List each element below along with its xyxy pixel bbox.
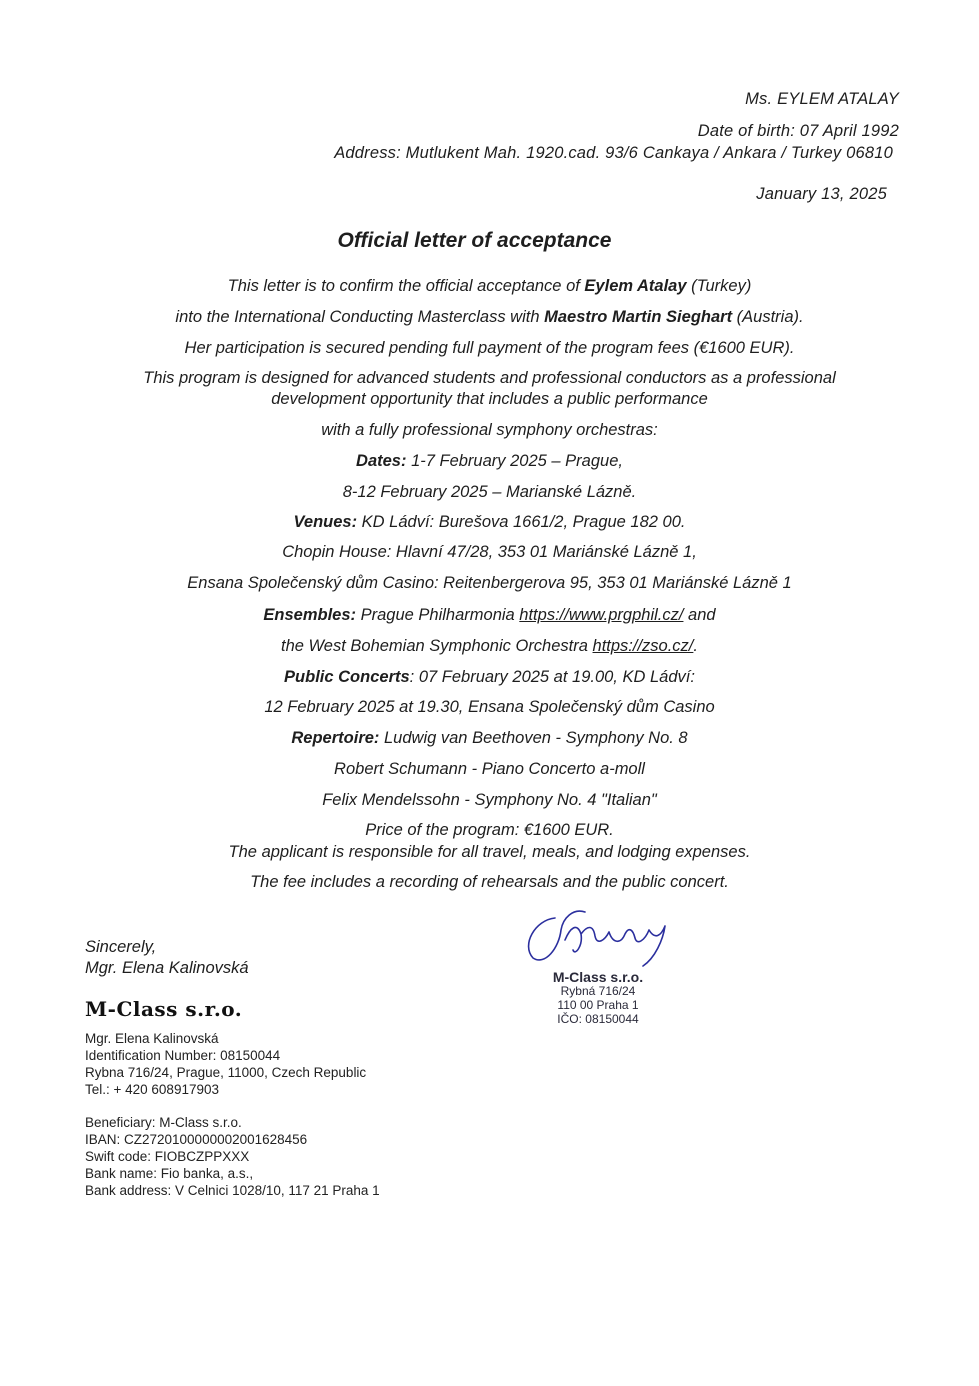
- dates-line-1: [0, 452, 979, 471]
- zso-link[interactable]: https://zso.cz/: [592, 637, 694, 655]
- venues-text: KD Ládví: Burešova 1661/2, Prague 182 00.: [357, 513, 686, 531]
- body-text: This letter is to confirm the official acceptance of: [227, 277, 585, 295]
- concerts-line-1: [0, 668, 979, 687]
- stamp-title: M-Class s.r.o.: [552, 969, 644, 985]
- repertoire-line-2: Robert Schumann - Piano Concerto a-moll: [334, 760, 645, 778]
- iban: IBAN: CZ2720100000002001628456: [85, 1132, 308, 1147]
- signature: [515, 900, 680, 975]
- bank-details: [85, 1114, 380, 1199]
- dates-line-2: 8-12 February 2025 – Marianské Lázně.: [342, 483, 637, 501]
- venues-line-2: Chopin House: Hlavní 47/28, 353 01 Mariánské Lázně 1,: [282, 543, 697, 561]
- letter-date: January 13, 2025: [756, 185, 887, 203]
- stamp-line: IČO: 08150044: [557, 1012, 639, 1026]
- ensembles-text: the West Bohemian Symphonic Orchestra: [281, 637, 593, 655]
- bank-name: Bank name: Fio banka, a.s.,: [85, 1166, 254, 1181]
- maestro-name: Maestro Martin Sieghart: [544, 308, 733, 326]
- company-address: Rybna 716/24, Prague, 11000, Czech Republic: [85, 1065, 367, 1080]
- ensembles-label: Ensembles:: [263, 606, 357, 624]
- swift-code: Swift code: FIOBCZPPXXX: [85, 1149, 250, 1164]
- sincerely: Sincerely,: [85, 938, 157, 956]
- ensembles-line-1: [0, 606, 979, 625]
- body-text: (Austria).: [732, 308, 804, 326]
- ensembles-text: Prague Philharmonia: [356, 606, 520, 624]
- stamp-line: 110 00 Praha 1: [557, 998, 639, 1012]
- body-line-5: development opportunity that includes a public performance: [271, 390, 708, 408]
- bank-address: Bank address: V Celnici 1028/10, 117 21 Praha 1: [85, 1183, 380, 1198]
- page-title: Official letter of acceptance: [337, 229, 612, 252]
- recipient-name: Ms. EYLEM ATALAY: [745, 90, 899, 108]
- body-line-6: with a fully professional symphony orchestras:: [321, 421, 658, 439]
- fee-line: The fee includes a recording of rehearsals and the public concert.: [250, 873, 729, 891]
- prgphil-link[interactable]: https://www.prgphil.cz/: [519, 606, 684, 624]
- concerts-line-2: 12 February 2025 at 19.30, Ensana Společenský dům Casino: [264, 698, 715, 716]
- stamp-line: Rybná 716/24: [560, 984, 636, 998]
- body-line-1: [0, 277, 979, 296]
- repertoire-text: Ludwig van Beethoven - Symphony No. 8: [379, 729, 688, 747]
- body-text: into the International Conducting Masterclass with: [175, 308, 545, 326]
- body-line-3: Her participation is secured pending full payment of the program fees (€1600 EUR).: [184, 339, 795, 357]
- venues-line-1: [0, 513, 979, 532]
- beneficiary: Beneficiary: M-Class s.r.o.: [85, 1115, 242, 1130]
- participant-name: Eylem Atalay: [584, 277, 687, 295]
- ensembles-text: .: [693, 637, 698, 655]
- company-stamp: [528, 970, 668, 1026]
- dates-text: 1-7 February 2025 – Prague,: [406, 452, 623, 470]
- contact-name: Mgr. Elena Kalinovská: [85, 1031, 219, 1046]
- recipient-dob: Date of birth: 07 April 1992: [697, 122, 899, 140]
- signoff-name: Mgr. Elena Kalinovská: [85, 959, 249, 977]
- id-number: Identification Number: 08150044: [85, 1048, 281, 1063]
- repertoire-line-1: [0, 729, 979, 748]
- company-details: [85, 1030, 366, 1098]
- repertoire-label: Repertoire:: [291, 729, 380, 747]
- venues-line-3: Ensana Společenský dům Casino: Reitenbergerova 95, 353 01 Mariánské Lázně 1: [187, 574, 792, 592]
- price-line: Price of the program: €1600 EUR.: [365, 821, 614, 839]
- company-tel: Tel.: + 420 608917903: [85, 1082, 219, 1097]
- body-text: (Turkey): [686, 277, 752, 295]
- ensembles-text: and: [683, 606, 716, 624]
- dates-label: Dates:: [356, 452, 407, 470]
- applicant-line: The applicant is responsible for all travel, meals, and lodging expenses.: [228, 843, 751, 861]
- body-line-2: [0, 308, 979, 327]
- repertoire-line-3: Felix Mendelssohn - Symphony No. 4 "Italian": [322, 791, 657, 809]
- ensembles-line-2: [0, 637, 979, 656]
- venues-label: Venues:: [293, 513, 358, 531]
- body-line-4: This program is designed for advanced students and professional conductors as a professional: [143, 369, 836, 387]
- concerts-text: : 07 February 2025 at 19.00, KD Ládví:: [409, 668, 695, 686]
- company-logo: M-Class s.r.o.: [85, 997, 243, 1021]
- concerts-label: Public Concerts: [284, 668, 410, 686]
- recipient-address: Address: Mutlukent Mah. 1920.cad. 93/6 Cankaya / Ankara / Turkey 06810: [334, 144, 893, 162]
